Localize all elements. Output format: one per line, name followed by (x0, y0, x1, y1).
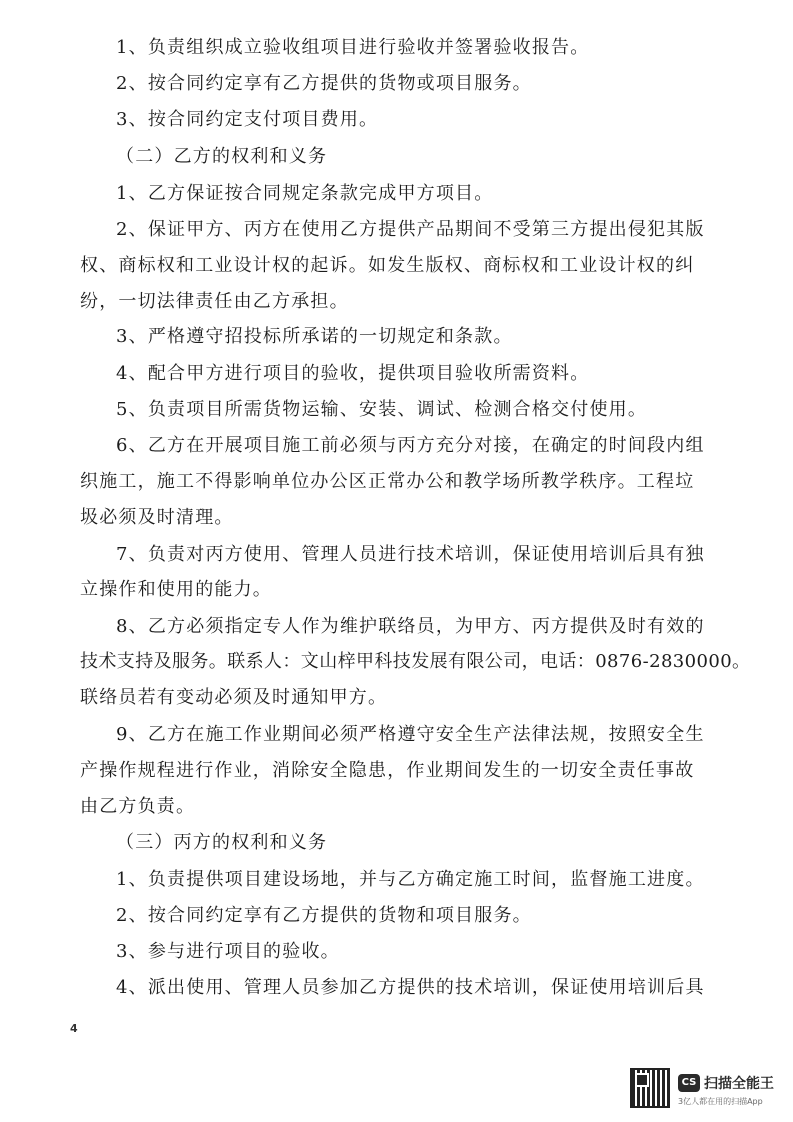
text-line: 3、按合同约定支付项目费用。 (116, 109, 379, 130)
text-line: 2、按合同约定享有乙方提供的货物或项目服务。 (116, 73, 532, 94)
text-line: 纷，一切法律责任由乙方承担。 (80, 291, 349, 312)
text-line: 立操作和使用的能力。 (80, 579, 272, 600)
text-line: 7、负责对丙方使用、管理人员进行技术培训，保证使用培训后具有独 (116, 544, 705, 565)
text-line: 2、按合同约定享有乙方提供的货物和项目服务。 (116, 905, 532, 926)
qr-code-icon (630, 1068, 670, 1108)
section-heading: （二）乙方的权利和义务 (116, 146, 328, 167)
text-line: 1、乙方保证按合同规定条款完成甲方项目。 (116, 183, 494, 204)
text-line: 2、保证甲方、丙方在使用乙方提供产品期间不受第三方提出侵犯其版 (116, 219, 705, 240)
camscanner-logo: CS (678, 1074, 700, 1092)
text-line: 1、负责提供项目建设场地，并与乙方确定施工时间，监督施工进度。 (116, 869, 705, 890)
text-line: 产操作规程进行作业，消除安全隐患，作业期间发生的一切安全责任事故 (80, 760, 695, 781)
scanner-watermark (630, 1068, 780, 1112)
text-line: 3、参与进行项目的验收。 (116, 941, 340, 962)
text-line: 1、负责组织成立验收组项目进行验收并签署验收报告。 (116, 37, 590, 58)
text-line: 织施工，施工不得影响单位办公区正常办公和教学场所教学秩序。工程垃 (80, 471, 695, 492)
text-line: 4、派出使用、管理人员参加乙方提供的技术培训，保证使用培训后具 (116, 977, 705, 998)
watermark-subtitle: 3亿人都在用的扫描App (678, 1097, 763, 1106)
text-line: 8、乙方必须指定专人作为维护联络员，为甲方、丙方提供及时有效的 (116, 616, 705, 637)
text-line: 4、配合甲方进行项目的验收，提供项目验收所需资料。 (116, 363, 590, 384)
text-line: 圾必须及时清理。 (80, 507, 234, 528)
section-heading: （三）丙方的权利和义务 (116, 832, 328, 853)
text-line: 技术支持及服务。联系人：文山梓甲科技发展有限公司，电话：0876-2830000。 (80, 651, 751, 672)
text-line: 5、负责项目所需货物运输、安装、调试、检测合格交付使用。 (116, 399, 648, 420)
text-line: 3、严格遵守招投标所承诺的一切规定和条款。 (116, 326, 513, 347)
page-number: 4 (70, 1022, 78, 1035)
text-line: 由乙方负责。 (80, 796, 196, 817)
text-line: 联络员若有变动必须及时通知甲方。 (80, 687, 388, 708)
text-line: 9、乙方在施工作业期间必须严格遵守安全生产法律法规，按照安全生 (116, 724, 705, 745)
text-line: 权、商标权和工业设计权的起诉。如发生版权、商标权和工业设计权的纠 (80, 255, 695, 276)
watermark-title: 扫描全能王 (704, 1076, 774, 1092)
text-line: 6、乙方在开展项目施工前必须与丙方充分对接，在确定的时间段内组 (116, 435, 705, 456)
